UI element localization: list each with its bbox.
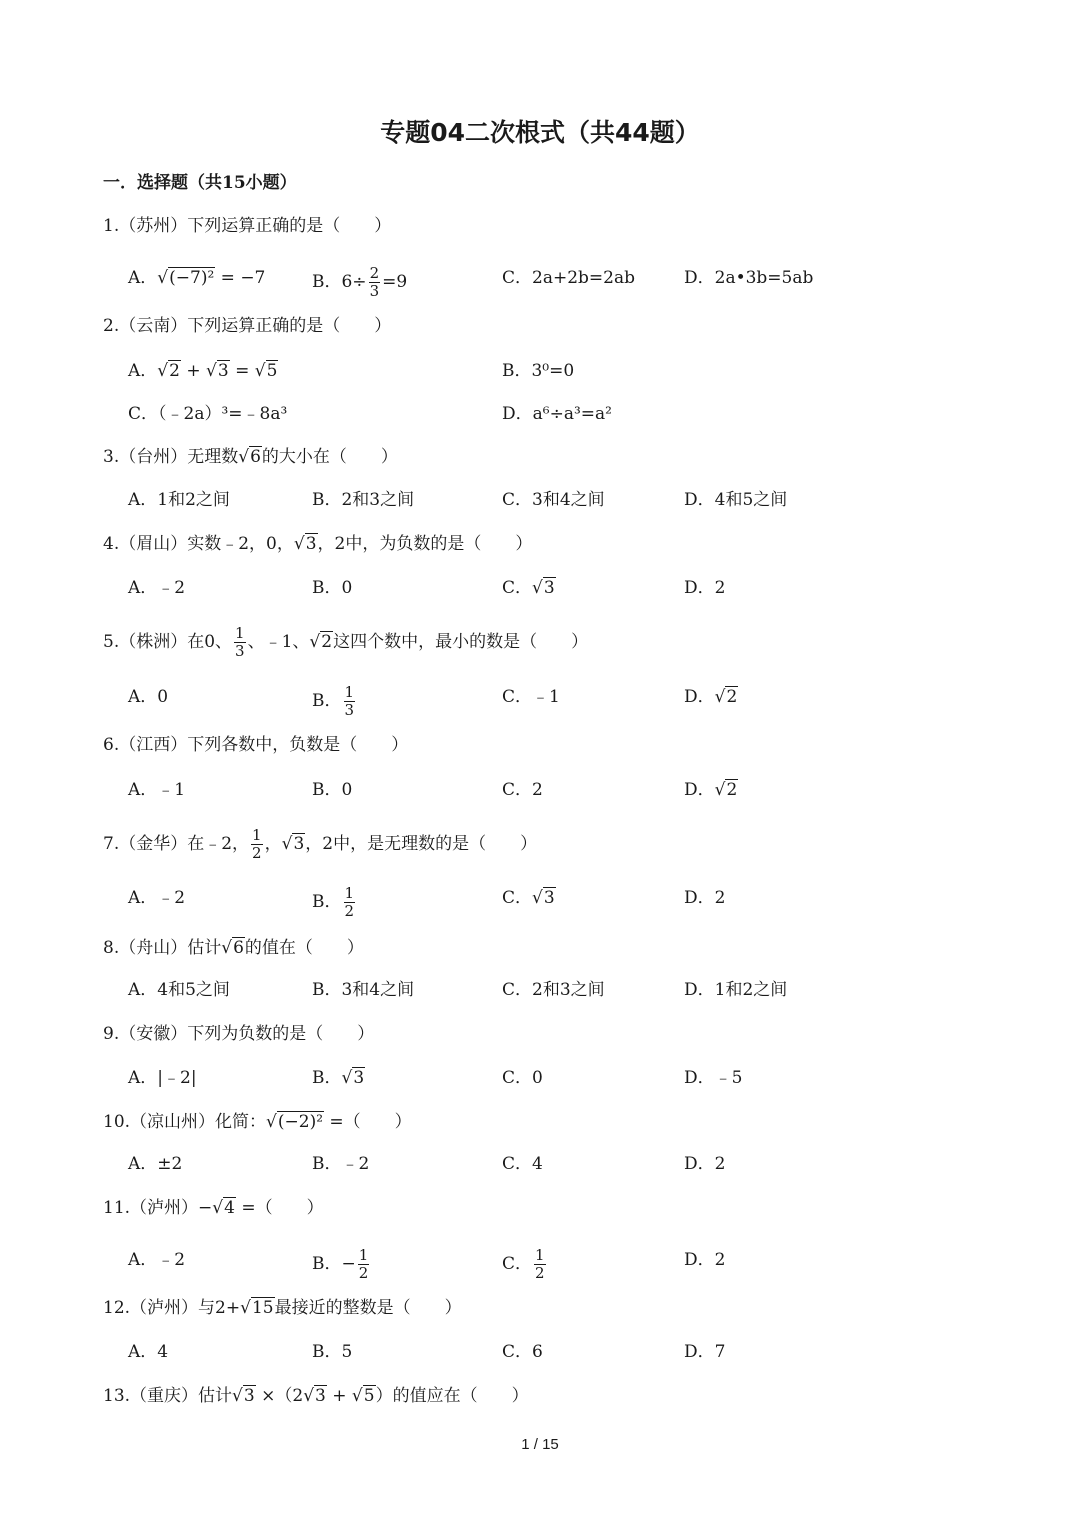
square-root: √6 <box>221 938 244 958</box>
fraction <box>234 625 246 660</box>
q12-option-b: B．5 <box>312 1342 353 1362</box>
fraction <box>534 1247 546 1282</box>
math-text: B．6÷ <box>312 272 367 292</box>
q6-option-d <box>684 777 738 803</box>
q10-option-b: B．﹣2 <box>312 1154 370 1174</box>
math-text: 5 <box>363 1386 375 1406</box>
q11-option-b <box>312 1246 371 1282</box>
q2-option-d: D．a⁶÷a³=a² <box>502 404 612 424</box>
math-text: 2 <box>358 1264 369 1282</box>
math-text: 1 <box>344 884 355 902</box>
math-text: ， <box>264 834 282 854</box>
math-text: B． <box>312 892 342 912</box>
math-text: 3 <box>353 1068 365 1088</box>
math-text: 2 <box>252 844 262 862</box>
q7-option-b <box>312 884 357 920</box>
math-text: 6 <box>233 938 244 958</box>
math-text: 3 <box>243 1386 255 1406</box>
question-5 <box>103 624 589 660</box>
fraction <box>344 885 356 920</box>
q6-option-c: C．2 <box>502 780 543 800</box>
math-text: =9 <box>382 272 408 292</box>
square-root: √4 <box>212 1198 235 1218</box>
square-root: √2 <box>157 361 180 381</box>
q5-option-c: C．﹣1 <box>502 687 560 707</box>
question-2: 2.（云南）下列运算正确的是（ ） <box>103 316 392 336</box>
q1-option-a <box>128 265 265 291</box>
q4-option-d: D．2 <box>684 578 726 598</box>
q6-option-b: B．0 <box>312 780 353 800</box>
math-text: 最接近的整数是（ ） <box>274 1298 462 1318</box>
square-root: √2 <box>714 687 738 707</box>
math-text: ）的值应在（ ） <box>375 1386 529 1406</box>
q8-option-a: A．4和5之间 <box>128 980 230 1000</box>
q10-option-c: C．4 <box>502 1154 543 1174</box>
square-root: √2 <box>714 780 738 800</box>
math-text: =（ ） <box>324 1112 412 1132</box>
section-heading: 一．选择题（共15小题） <box>103 173 297 193</box>
math-text: D． <box>684 687 715 707</box>
q5-option-b <box>312 683 357 719</box>
math-text: 2 <box>369 264 380 282</box>
square-root: √15 <box>240 1298 274 1318</box>
q3-option-a: A．1和2之间 <box>128 490 230 510</box>
math-text: 12.（泸州）与2+ <box>103 1298 241 1318</box>
q9-option-d: D．﹣5 <box>684 1068 743 1088</box>
square-root: √(−7)² <box>157 268 215 288</box>
fraction <box>369 265 381 300</box>
math-text: 3 <box>543 888 555 908</box>
fraction <box>344 684 356 719</box>
math-text: =（ ） <box>235 1198 324 1218</box>
q8-option-d: D．1和2之间 <box>684 980 788 1000</box>
math-text: 3 <box>543 578 555 598</box>
q11-option-d: D．2 <box>684 1250 726 1270</box>
math-text: = −7 <box>215 268 266 288</box>
math-text: 这四个数中，最小的数是（ ） <box>333 632 589 652</box>
math-text: 1 <box>535 1246 545 1264</box>
question-12 <box>103 1295 462 1321</box>
square-root: √3 <box>303 1386 326 1406</box>
square-root: √6 <box>238 447 261 467</box>
q11-option-a: A．﹣2 <box>128 1250 186 1270</box>
math-text: 2 <box>321 632 333 652</box>
question-13 <box>103 1383 529 1409</box>
math-text: C． <box>502 578 533 598</box>
math-text: 10.（凉山州）化简： <box>103 1112 267 1132</box>
q2-option-b: B．3⁰=0 <box>502 361 575 381</box>
q1-option-c: C．2a+2b=2ab <box>502 268 635 288</box>
q6-option-a: A．﹣1 <box>128 780 186 800</box>
math-text: 13.（重庆）估计 <box>103 1386 233 1406</box>
square-root: √3 <box>532 578 555 598</box>
q9-option-b <box>312 1065 365 1091</box>
q12-option-d: D．7 <box>684 1342 726 1362</box>
math-text: 的大小在（ ） <box>261 447 398 467</box>
q4-option-c <box>502 575 556 601</box>
math-text: 3 <box>369 282 380 300</box>
math-text: 1 <box>358 1246 369 1264</box>
q3-option-c: C．3和4之间 <box>502 490 605 510</box>
q9-option-c: C．0 <box>502 1068 543 1088</box>
math-text: 8.（舟山）估计 <box>103 938 222 958</box>
math-text: ，2中，为负数的是（ ） <box>317 534 533 554</box>
q5-option-d <box>684 684 738 710</box>
q9-option-a: A．|﹣2| <box>128 1068 197 1088</box>
math-text: 3 <box>315 1386 326 1406</box>
math-text: 4 <box>224 1198 235 1218</box>
math-text: 5 <box>266 361 278 381</box>
q2-option-a <box>128 358 278 384</box>
q8-option-b: B．3和4之间 <box>312 980 415 1000</box>
math-text: = <box>229 361 255 381</box>
question-7 <box>103 826 538 862</box>
math-text: 1 <box>344 683 355 701</box>
square-root: √3 <box>281 834 305 854</box>
math-text: 5.（株洲）在0、 <box>103 632 233 652</box>
math-text: C． <box>502 1254 533 1274</box>
math-text: 15 <box>251 1298 274 1318</box>
question-9: 9.（安徽）下列为负数的是（ ） <box>103 1024 375 1044</box>
math-text: (−2)² <box>277 1112 324 1132</box>
q3-option-b: B．2和3之间 <box>312 490 415 510</box>
math-text: 4.（眉山）实数﹣2，0， <box>103 534 294 554</box>
q7-option-d: D．2 <box>684 888 726 908</box>
square-root: √3 <box>232 1386 255 1406</box>
q12-option-a: A．4 <box>128 1342 169 1362</box>
page-number: 1 / 15 <box>521 1436 559 1453</box>
question-10 <box>103 1109 412 1135</box>
math-text: 2 <box>535 1264 545 1282</box>
math-text: C． <box>502 888 533 908</box>
q1-option-d: D．2a•3b=5ab <box>684 268 814 288</box>
math-text: 、﹣1、 <box>247 632 310 652</box>
math-text: 3 <box>235 642 245 660</box>
math-text: B． <box>312 1068 342 1088</box>
math-text: 2 <box>726 780 738 800</box>
question-3 <box>103 444 398 470</box>
math-text: ×（2 <box>255 1386 304 1406</box>
math-text: 11.（泸州）− <box>103 1198 213 1218</box>
math-text: 3 <box>344 701 355 719</box>
math-text: 3 <box>305 534 317 554</box>
math-text: (−7)² <box>169 268 215 288</box>
math-text: 3 <box>293 834 305 854</box>
q10-option-a: A．±2 <box>128 1154 183 1174</box>
math-text: 1 <box>235 624 245 642</box>
square-root: √3 <box>341 1068 365 1088</box>
math-text: 1 <box>252 826 262 844</box>
square-root: √(−2)² <box>266 1112 324 1132</box>
math-text: 2 <box>344 902 355 920</box>
q7-option-a: A．﹣2 <box>128 888 186 908</box>
q8-option-c: C．2和3之间 <box>502 980 605 1000</box>
q3-option-d: D．4和5之间 <box>684 490 788 510</box>
math-text: 6 <box>250 447 261 467</box>
square-root: √3 <box>532 888 555 908</box>
math-text: B．− <box>312 1254 356 1274</box>
q12-option-c: C．6 <box>502 1342 543 1362</box>
square-root: √3 <box>206 361 229 381</box>
question-6: 6.（江西）下列各数中，负数是（ ） <box>103 735 409 755</box>
question-11 <box>103 1195 324 1221</box>
math-text: 2 <box>726 687 738 707</box>
math-text: D． <box>684 780 715 800</box>
square-root: √3 <box>293 534 317 554</box>
square-root: √2 <box>309 632 333 652</box>
fraction <box>358 1247 370 1282</box>
math-text: + <box>326 1386 352 1406</box>
math-text: + <box>180 361 207 381</box>
q1-option-b <box>312 264 408 300</box>
math-text: A． <box>128 361 158 381</box>
math-text: 7.（金华）在﹣2， <box>103 834 250 854</box>
math-text: 3.（台州）无理数 <box>103 447 239 467</box>
q4-option-b: B．0 <box>312 578 353 598</box>
math-text: A． <box>128 268 158 288</box>
math-text: B． <box>312 691 342 711</box>
square-root: √5 <box>351 1386 375 1406</box>
fraction <box>251 827 263 862</box>
q5-option-a: A．0 <box>128 687 169 707</box>
q10-option-d: D．2 <box>684 1154 726 1174</box>
q4-option-a: A．﹣2 <box>128 578 186 598</box>
page-title: 专题04二次根式（共44题） <box>380 118 700 147</box>
math-text: 的值在（ ） <box>244 938 364 958</box>
math-text: ，2中，是无理数的是（ ） <box>305 834 538 854</box>
q2-option-c: C．（﹣2a）³=﹣8a³ <box>128 404 288 424</box>
q7-option-c <box>502 885 556 911</box>
q11-option-c <box>502 1246 548 1282</box>
question-8 <box>103 935 364 961</box>
math-text: 3 <box>217 361 229 381</box>
square-root: √5 <box>254 361 278 381</box>
question-4 <box>103 531 532 557</box>
math-text: 2 <box>169 361 180 381</box>
question-1: 1.（苏州）下列运算正确的是（ ） <box>103 216 392 236</box>
